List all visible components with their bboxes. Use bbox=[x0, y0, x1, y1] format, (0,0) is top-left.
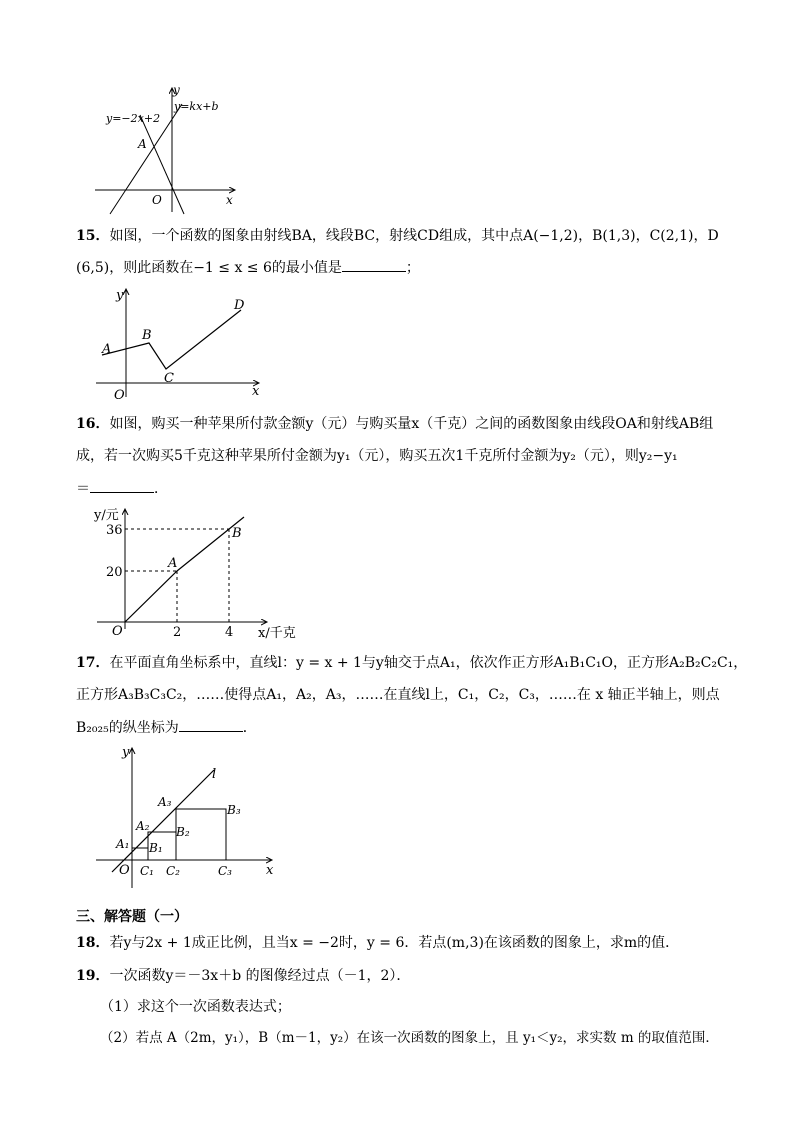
b1-label: B₁ bbox=[149, 841, 163, 855]
answer-blank bbox=[179, 717, 243, 732]
q15-line1: 15．如图，一个函数的图象由射线BA，线段BC，射线CD组成，其中点A(−1,2)，B(1,3)，C(2,1)，D bbox=[76, 228, 719, 244]
a1-label: A₁ bbox=[116, 837, 130, 851]
q16-line2: 成，若一次购买5千克这种苹果所付金额为y₁（元），购买五次1千克所付金额为y₂（元），则y₂−y₁ bbox=[76, 448, 678, 464]
tick-2: 2 bbox=[173, 625, 182, 640]
line-neg2x bbox=[140, 115, 184, 214]
o-label: O bbox=[112, 624, 123, 639]
y-label: y bbox=[122, 745, 130, 760]
line1-label: y=−2x+2 bbox=[106, 112, 161, 125]
a-label: A bbox=[102, 342, 112, 357]
section-heading: 三、解答题（一） bbox=[76, 909, 188, 925]
l-label: l bbox=[212, 767, 217, 782]
y-axis-label: y bbox=[173, 83, 180, 97]
q19-part2: （2）若点 A（2m，y₁），B（m－1，y₂）在该一次函数的图象上，且 y₁＜y₂，求实数 m 的取值范围． bbox=[100, 1030, 719, 1046]
a-label: A bbox=[168, 556, 178, 571]
line2-label: y=kx+b bbox=[174, 100, 219, 113]
q18-line: 18．若y与2x + 1成正比例，且当x = −2时，y = 6．若点(m,3)在该函数的图象上，求m的值． bbox=[76, 935, 680, 951]
c-label: C bbox=[164, 371, 174, 386]
d-label: D bbox=[234, 298, 245, 313]
function-graph bbox=[102, 310, 241, 369]
x-label: x bbox=[252, 384, 260, 399]
y-label: y/元 bbox=[94, 508, 119, 523]
a2-label: A₂ bbox=[136, 819, 150, 833]
b-label: B bbox=[142, 328, 152, 343]
c2-label: C₂ bbox=[166, 864, 180, 878]
q17-line2: 正方形A₃B₃C₃C₂，……使得点A₁，A₂，A₃，……在直线l上，C₁，C₂，C₃，……在 x 轴正半轴上，则点 bbox=[76, 687, 720, 703]
q17-line3: B₂₀₂₅的纵坐标为 ． bbox=[76, 717, 257, 738]
x-label: x bbox=[266, 863, 274, 878]
c1-label: C₁ bbox=[140, 864, 154, 878]
q15-line2: (6,5)，则此函数在−1 ≤ x ≤ 6的最小值是 ； bbox=[76, 257, 420, 278]
q14-figure bbox=[90, 80, 250, 220]
q17-line1: 17．在平面直角坐标系中，直线l：y = x + 1与y轴交于点A₁，依次作正方形A₁B₁C₁O，正方形A₂B₂C₂C₁， bbox=[76, 655, 748, 671]
q17-figure bbox=[94, 742, 284, 892]
o-label: O bbox=[114, 388, 125, 403]
x-label: x/千克 bbox=[258, 626, 296, 641]
answer-blank bbox=[342, 257, 406, 272]
answer-blank bbox=[90, 478, 154, 493]
b3-label: B₃ bbox=[227, 803, 241, 817]
c3-label: C₃ bbox=[218, 864, 232, 878]
tick-36: 36 bbox=[106, 523, 123, 538]
x-axis-label: x bbox=[226, 193, 233, 207]
line-l bbox=[112, 770, 214, 872]
tick-20: 20 bbox=[106, 565, 123, 580]
point-a-label: A bbox=[138, 137, 147, 151]
origin-label: O bbox=[152, 193, 162, 207]
function-graph bbox=[125, 517, 244, 622]
q19-line: 19．一次函数y＝－3x＋b 的图像经过点（－1，2）． bbox=[76, 968, 411, 984]
q15-figure bbox=[94, 285, 269, 405]
q16-line3: ＝ ． bbox=[76, 478, 168, 499]
tick-4: 4 bbox=[225, 625, 234, 640]
b2-label: B₂ bbox=[176, 825, 190, 839]
q16-line1: 16．如图，购买一种苹果所付款金额y（元）与购买量x（千克）之间的函数图象由线段OA和射线AB组 bbox=[76, 416, 714, 432]
a3-label: A₃ bbox=[158, 795, 172, 809]
q19-part1: （1）求这个一次函数表达式； bbox=[100, 999, 291, 1015]
o-label: O bbox=[119, 863, 130, 878]
q16-figure bbox=[92, 503, 312, 643]
y-label: y bbox=[116, 288, 124, 303]
b-label: B bbox=[232, 526, 242, 541]
